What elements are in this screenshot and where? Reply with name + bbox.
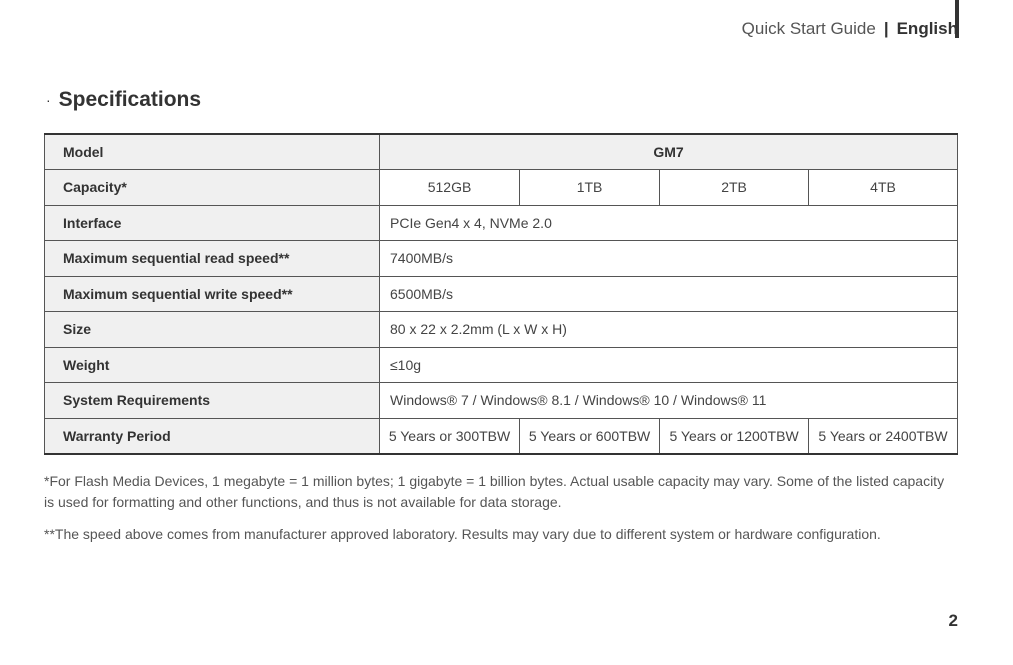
table-row [45,276,958,312]
language-label: English [896,19,958,38]
page-header [742,18,958,40]
header-separator: | [883,19,889,38]
row-label-weight: Weight [45,347,380,383]
row-label-warranty: Warranty Period [45,418,380,454]
row-label-read-speed: Maximum sequential read speed** [45,241,380,277]
warranty-cell: 5 Years or 300TBW [380,418,520,454]
weight-value: ≤10g [380,347,958,383]
capacity-cell: 2TB [660,170,809,206]
capacity-cell: 512GB [380,170,520,206]
interface-value: PCIe Gen4 x 4, NVMe 2.0 [380,205,958,241]
section-title-text: Specifications [58,88,202,111]
footnote-capacity: *For Flash Media Devices, 1 megabyte = 1 million bytes; 1 gigabyte = 1 billion bytes. Actual usable capacity may vary. Some of the listed capacity is used for formatting and other functions, and thus is not available for data storage. [44,473,945,510]
capacity-cell: 1TB [520,170,660,206]
row-label-capacity: Capacity* [45,170,380,206]
capacity-cell: 4TB [809,170,958,206]
write-speed-value: 6500MB/s [380,276,958,312]
row-label-system: System Requirements [45,383,380,419]
section-title [46,88,201,112]
size-value: 80 x 22 x 2.2mm (L x W x H) [380,312,958,348]
row-label-size: Size [45,312,380,348]
page-number: 2 [948,611,958,630]
table-row [45,418,958,454]
row-label-write-speed: Maximum sequential write speed** [45,276,380,312]
table-row [45,383,958,419]
warranty-cell: 5 Years or 1200TBW [660,418,809,454]
read-speed-value: 7400MB/s [380,241,958,277]
table-row [45,170,958,206]
table-row [45,312,958,348]
table-row [45,241,958,277]
warranty-cell: 5 Years or 2400TBW [809,418,958,454]
footnote-speed: **The speed above comes from manufacturer approved laboratory. Results may vary due to different system or hardware configuration. [44,526,881,542]
system-value: Windows® 7 / Windows® 8.1 / Windows® 10 / Windows® 11 [380,383,958,419]
model-value: GM7 [380,134,958,170]
row-label-interface: Interface [45,205,380,241]
warranty-cell: 5 Years or 600TBW [520,418,660,454]
table-row [45,347,958,383]
table-row [45,134,958,170]
guide-title: Quick Start Guide [741,19,876,38]
bullet-icon: · [46,92,51,108]
row-label-model: Model [45,134,380,170]
table-row [45,205,958,241]
specifications-table [44,133,958,455]
